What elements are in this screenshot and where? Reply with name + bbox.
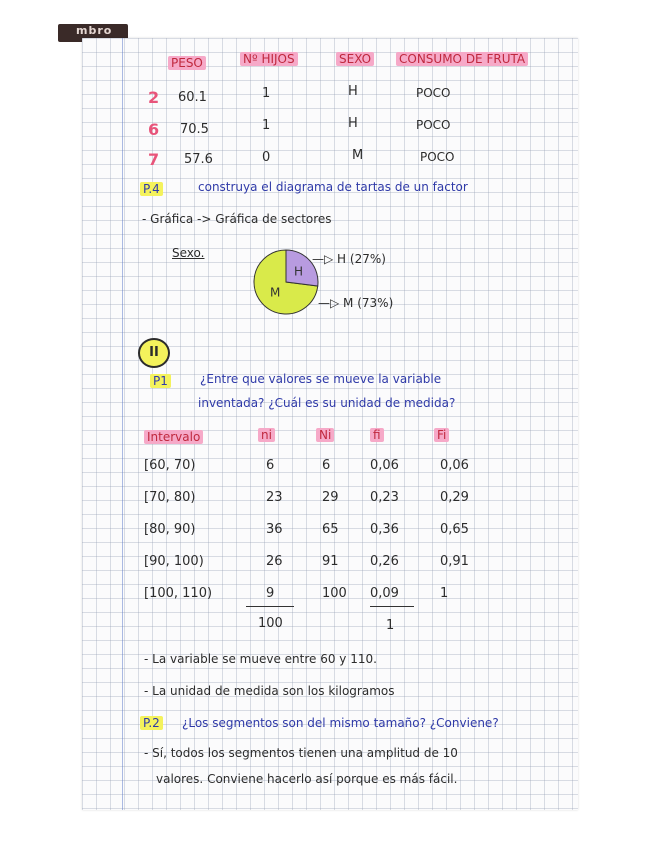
p2-question: ¿Los segmentos son del mismo tamaño? ¿Conviene? — [182, 716, 499, 730]
freq-cell-Ni: 6 — [322, 458, 331, 473]
freq-cell-fi: 0,23 — [370, 490, 399, 505]
table1-cell-hijos: 0 — [262, 150, 271, 165]
freq-cell-Fi: 0,65 — [440, 522, 469, 537]
total-ni: 100 — [258, 616, 283, 631]
table1-row-index: 2 — [148, 88, 160, 107]
freq-cell-Fi: 0,29 — [440, 490, 469, 505]
p2-answer-line1: - Sí, todos los segmentos tienen una amplitud de 10 — [144, 746, 458, 760]
table1-cell-fruta: POCO — [416, 86, 451, 100]
freq-cell-Fi: 0,06 — [440, 458, 469, 473]
table1-cell-sexo: H — [348, 84, 358, 99]
table1-header-peso: PESO — [168, 56, 206, 70]
freq-header-Ni: Ni — [316, 428, 334, 442]
table1-cell-hijos: 1 — [262, 118, 271, 133]
freq-cell-Ni: 100 — [322, 586, 347, 601]
table1-cell-fruta: POCO — [420, 150, 455, 164]
answer-2: - La unidad de medida son los kilogramos — [144, 684, 395, 698]
table1-header-fruta: CONSUMO DE FRUTA — [396, 52, 528, 66]
p1-label: P1 — [150, 374, 171, 388]
p4-answer: - Gráfica -> Gráfica de sectores — [142, 212, 332, 226]
table1-cell-fruta: POCO — [416, 118, 451, 132]
freq-cell-intervalo: [80, 90) — [144, 522, 196, 537]
freq-cell-Ni: 29 — [322, 490, 339, 505]
table1-header-sexo: SEXO — [336, 52, 374, 66]
freq-cell-fi: 0,09 — [370, 586, 399, 601]
table1-cell-peso: 57.6 — [184, 152, 213, 167]
table1-row-index: 7 — [148, 150, 160, 169]
freq-cell-fi: 0,26 — [370, 554, 399, 569]
table1-cell-sexo: H — [348, 116, 358, 131]
total-fi: 1 — [386, 618, 395, 633]
table1-cell-sexo: M — [352, 148, 364, 163]
freq-cell-fi: 0,36 — [370, 522, 399, 537]
freq-cell-Fi: 1 — [440, 586, 449, 601]
p4-label: P.4 — [140, 182, 163, 196]
table1-cell-peso: 60.1 — [178, 90, 207, 105]
freq-cell-ni: 6 — [266, 458, 275, 473]
freq-header-Fi: Fi — [434, 428, 449, 442]
table1-cell-peso: 70.5 — [180, 122, 209, 137]
p2-answer-line2: valores. Conviene hacerlo así porque es más fácil. — [156, 772, 458, 786]
freq-header-ni: ni — [258, 428, 275, 442]
ni-sum-line — [246, 606, 294, 607]
freq-cell-intervalo: [60, 70) — [144, 458, 196, 473]
p1-question-line1: ¿Entre que valores se mueve la variable — [200, 372, 442, 386]
pie-label-m: M — [269, 285, 281, 300]
freq-cell-intervalo: [90, 100) — [144, 554, 204, 569]
pie-label-h: H — [294, 264, 304, 279]
freq-cell-Ni: 65 — [322, 522, 339, 537]
margin-line — [122, 38, 123, 810]
table1-row-index: 6 — [148, 120, 160, 139]
freq-cell-ni: 36 — [266, 522, 283, 537]
table1-cell-hijos: 1 — [262, 86, 271, 101]
pie-legend-m: —▷ M (73%) — [318, 296, 394, 310]
freq-cell-intervalo: [70, 80) — [144, 490, 196, 505]
table1-header-hijos: Nº HIJOS — [240, 52, 298, 66]
freq-cell-intervalo: [100, 110) — [144, 586, 213, 601]
freq-cell-ni: 26 — [266, 554, 283, 569]
freq-cell-Ni: 91 — [322, 554, 339, 569]
freq-cell-ni: 23 — [266, 490, 283, 505]
freq-header-intervalo: Intervalo — [144, 430, 203, 444]
fi-sum-line — [370, 606, 414, 607]
freq-cell-Fi: 0,91 — [440, 554, 469, 569]
pie-sexo-label: Sexo. — [172, 246, 205, 260]
p4-question: construya el diagrama de tartas de un factor — [198, 180, 468, 194]
answer-1: - La variable se mueve entre 60 y 110. — [144, 652, 377, 666]
notebook-tag-text: mbro — [76, 24, 113, 37]
freq-cell-ni: 9 — [266, 586, 275, 601]
freq-cell-fi: 0,06 — [370, 458, 399, 473]
freq-header-fi: fi — [370, 428, 384, 442]
p1-question-line2: inventada? ¿Cuál es su unidad de medida? — [198, 396, 456, 410]
p2-label: P.2 — [140, 716, 163, 730]
pie-legend-h: —▷ H (27%) — [312, 252, 386, 266]
section-numeral: II — [138, 338, 170, 368]
